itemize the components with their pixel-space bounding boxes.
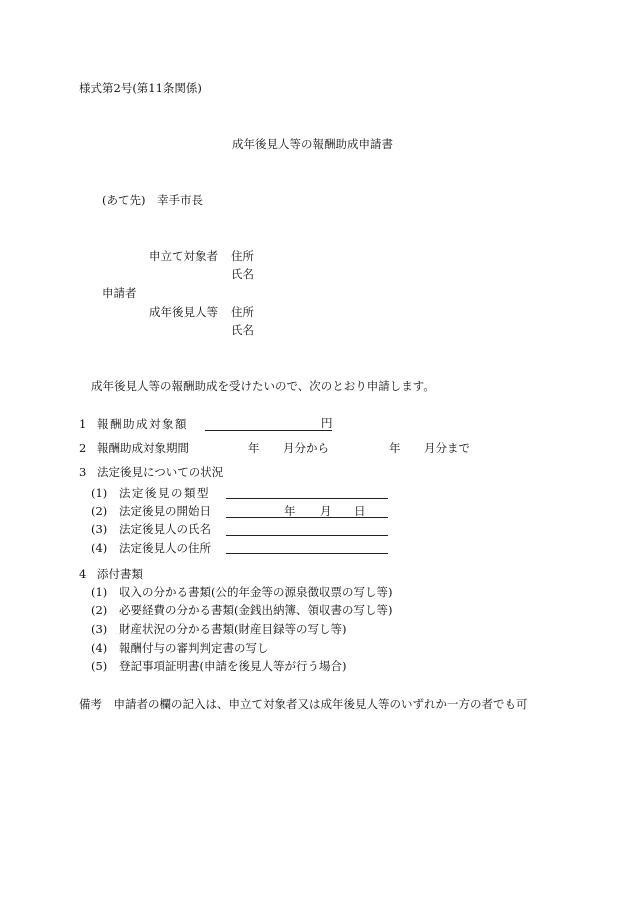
period-from-month: 月分から [283,441,329,455]
period-to-month: 月分まで [424,441,470,455]
sub1-number: (1) [91,486,108,500]
doc1-text: 収入の分かる書類(公的年金等の源泉徴収票の写し等) [119,585,393,599]
doc2-number: (2) [91,603,108,617]
start-date-day: 日 [354,504,366,518]
doc4-number: (4) [91,641,108,655]
applicant-label: 申請者 [102,286,137,300]
doc5-text: 登記事項証明書(申請を後見人等が行う場合) [119,659,347,673]
doc2-text: 必要経費の分かる書類(金銭出納簿、領収書の写し等) [119,603,393,617]
addressee: (あて先) 幸手市長 [102,193,203,207]
doc4-text: 報酬付与の審判判定書の写し [119,641,269,655]
remark-note: 備考 申請者の欄の記入は、申立て対象者又は成年後見人等のいずれか一方の者でも可 [79,697,528,711]
guardian-label: 成年後見人等 [149,305,218,319]
item3-number: 3 [79,465,87,479]
period-from-year: 年 [248,441,260,455]
doc5-number: (5) [91,659,108,673]
item1-number: 1 [79,417,87,431]
start-date-month: 月 [320,504,332,518]
guardian-name-label: 氏名 [231,323,254,337]
amount-field[interactable] [205,430,332,431]
doc3-text: 財産状況の分かる書類(財産目録等の写し等) [119,622,347,636]
item2-label: 報酬助成対象期間 [97,441,189,455]
document-title: 成年後見人等の報酬助成申請書 [232,137,393,151]
guardian-name-field[interactable] [226,535,388,536]
guardian-address-field[interactable] [226,553,388,554]
doc3-number: (3) [91,622,108,636]
start-date-label: 法定後見の開始日 [119,504,211,518]
item1-unit: 円 [321,416,333,430]
target-address-label: 住所 [231,249,254,263]
item4-number: 4 [79,567,87,581]
guardian-address-label: 住所 [231,305,254,319]
guardian-address-label: 法定後見人の住所 [119,541,211,555]
doc1-number: (1) [91,585,108,599]
application-statement: 成年後見人等の報酬助成を受けたいので、次のとおり申請します。 [91,379,435,393]
target-name-label: 氏名 [231,267,254,281]
period-to-year: 年 [389,441,401,455]
sub2-number: (2) [91,504,108,518]
item2-number: 2 [79,441,87,455]
guardianship-type-field[interactable] [226,498,388,499]
start-date-year: 年 [284,504,296,518]
guardian-name-label: 法定後見人の氏名 [119,522,211,536]
target-person-label: 申立て対象者 [149,249,218,263]
sub4-number: (4) [91,541,108,555]
guardianship-type-label: 法定後見の類型 [119,486,210,500]
form-number: 様式第2号(第11条関係) [79,81,202,95]
start-date-field[interactable] [226,517,388,518]
item3-label: 法定後見についての状況 [97,465,224,479]
item4-label: 添付書類 [97,567,143,581]
item1-label: 報酬助成対象額 [97,417,188,431]
sub3-number: (3) [91,522,108,536]
